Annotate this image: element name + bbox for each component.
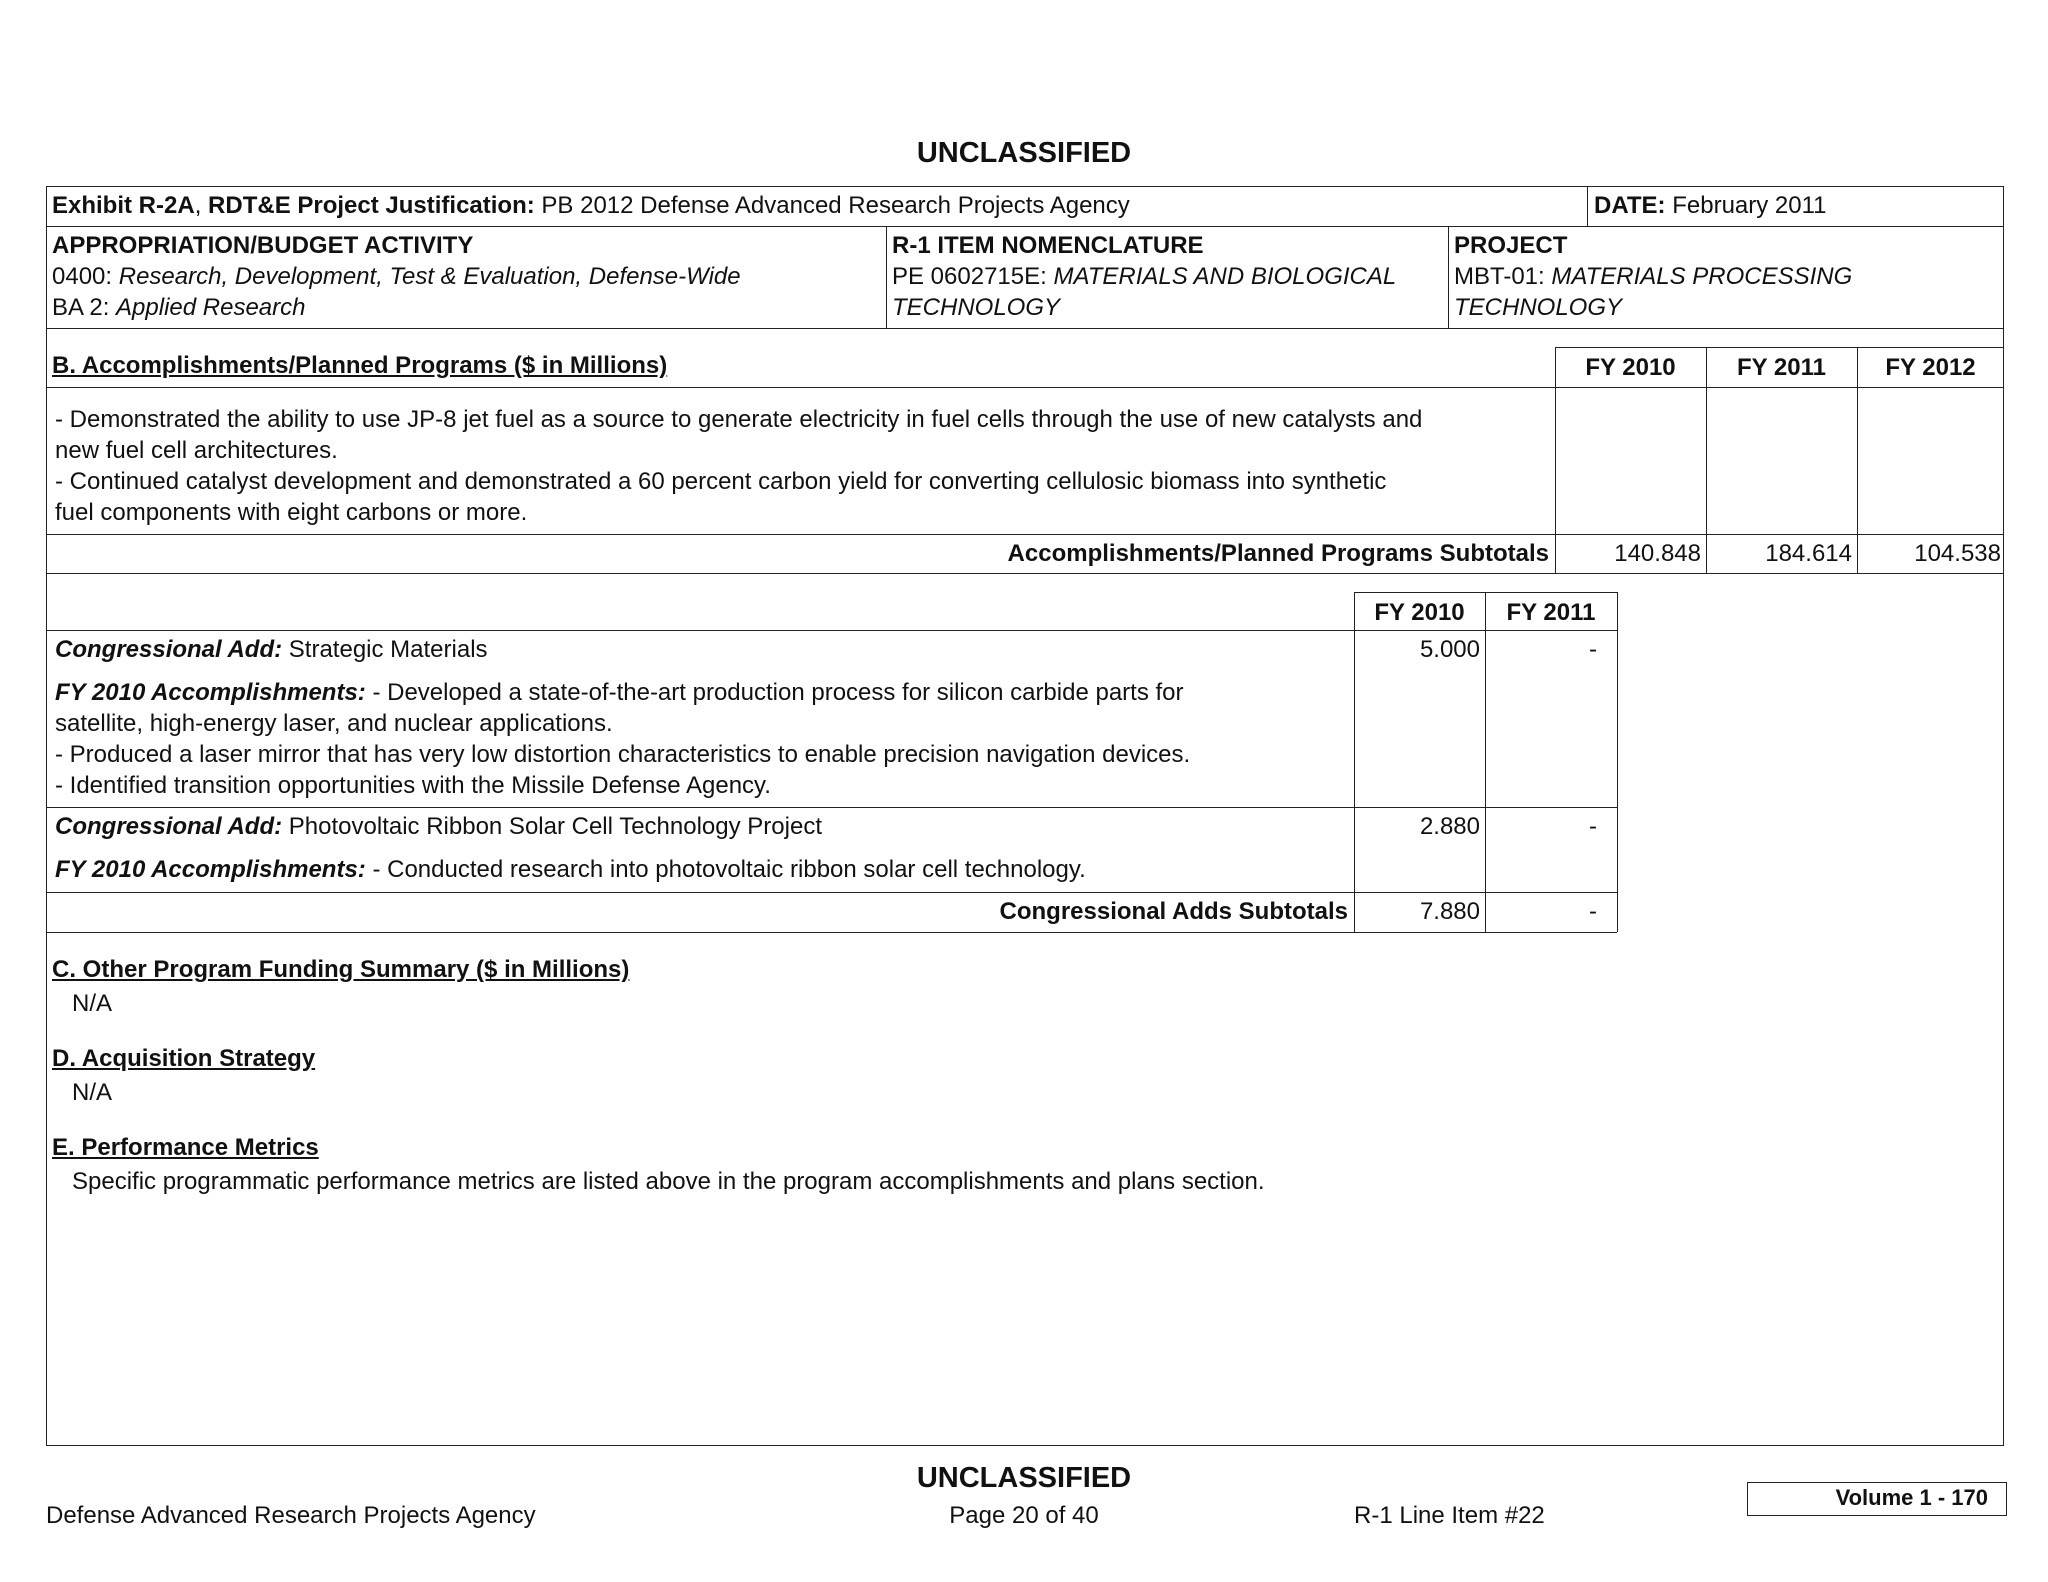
acc-line: - Produced a laser mirror that has very low distortion characteristics to enable precision navigation devices. [55,741,1191,768]
r1-block [892,230,1444,323]
classification-bottom: UNCLASSIFIED [916,1462,1132,1494]
cong-subtotal-1: 7.880 [1419,898,1480,925]
acc-line: satellite, high-energy laser, and nuclear applications. [55,710,613,737]
r1-name-2: TECHNOLOGY [892,294,1061,321]
date-field [1594,190,1994,221]
project-name-1: MATERIALS PROCESSING [1551,263,1853,290]
divider [46,226,2004,227]
ba-code: BA 2: [52,294,117,321]
b-year-2: FY 2011 [1737,354,1826,381]
divider [46,932,1617,933]
project-block [1454,230,1994,323]
divider [1617,592,1618,932]
cong-item-value-2: - [1589,636,1597,663]
section-e-title: E. Performance Metrics [52,1134,319,1161]
cong-item-title: Strategic Materials [282,636,488,663]
acc-first: - Conducted research into photovoltaic ribbon solar cell technology. [365,856,1086,883]
b-subtotal-2: 184.614 [1765,540,1852,567]
divider [886,226,887,328]
appropriation-name: Research, Development, Test & Evaluation, Defense-Wide [118,263,741,290]
b-subtotal-label: Accomplishments/Planned Programs Subtotals [1007,540,1549,567]
footer-volume-box [1747,1482,2007,1516]
cong-subtotal-label: Congressional Adds Subtotals [999,898,1348,925]
section-b-text [55,404,1550,528]
date-label: DATE: [1594,192,1666,219]
b-year-1: FY 2010 [1585,354,1676,381]
cong-add-label: Congressional Add: [55,636,283,663]
divider [1555,347,2004,348]
classification-top: UNCLASSIFIED [916,137,1132,169]
divider [1587,186,1588,226]
date-value: February 2011 [1665,192,1827,219]
appropriation-label: APPROPRIATION/BUDGET ACTIVITY [52,232,474,259]
footer-agency: Defense Advanced Research Projects Agency [46,1502,536,1529]
r1-label: R-1 ITEM NOMENCLATURE [892,232,1204,259]
divider [46,573,2004,574]
footer-volume: Volume 1 - 170 [1835,1485,1988,1510]
b-line: new fuel cell architectures. [55,437,338,464]
b-subtotal-3: 104.538 [1914,540,2001,567]
c-year-2: FY 2011 [1506,599,1596,626]
r1-name-1: MATERIALS AND BIOLOGICAL [1053,263,1397,290]
cong-item-value-1: 5.000 [1419,636,1480,663]
b-line: - Continued catalyst development and demonstrated a 60 percent carbon yield for converting cellulosic biomass into synthetic [55,468,1387,495]
acc-line: - Identified transition opportunities with the Missile Defense Agency. [55,772,771,799]
divider [46,387,2004,388]
exhibit-label: Exhibit R-2A [52,192,195,219]
justification-value: PB 2012 Defense Advanced Research Projects Agency [534,192,1130,219]
cong-item-title: Photovoltaic Ribbon Solar Cell Technology Project [282,813,822,840]
acc-label: FY 2010 Accomplishments: [55,856,366,883]
divider [46,328,2004,329]
appropriation-code: 0400: [52,263,119,290]
cong-add-label: Congressional Add: [55,813,283,840]
cong-item-value-1: 2.880 [1419,813,1480,840]
b-line: fuel components with eight carbons or more. [55,499,528,526]
acc-label: FY 2010 Accomplishments: [55,679,366,706]
exhibit-title [52,190,1582,221]
project-name-2: TECHNOLOGY [1454,294,1623,321]
acc-first: - Developed a state-of-the-art production process for silicon carbide parts for [365,679,1184,706]
c-year-1: FY 2010 [1374,599,1465,626]
divider [46,630,1617,631]
divider [46,807,1617,808]
section-c-title: C. Other Program Funding Summary ($ in Millions) [52,956,630,983]
b-subtotal-1: 140.848 [1614,540,1701,567]
project-code: MBT-01: [1454,263,1552,290]
appropriation-block [52,230,882,323]
r1-pe: PE 0602715E: [892,263,1054,290]
exhibit-sep: , [194,192,209,219]
cong-subtotal-2: - [1589,898,1597,925]
justification-label: RDT&E Project Justification: [208,192,535,219]
section-b-title: B. Accomplishments/Planned Programs ($ in Millions) [52,352,668,379]
cong-item-strategic-materials [55,634,1350,801]
cong-item-value-2: - [1589,813,1597,840]
cong-item-photovoltaic [55,811,1350,885]
footer-page: Page 20 of 40 [949,1502,1099,1529]
b-line: - Demonstrated the ability to use JP-8 jet fuel as a source to generate electricity in fuel cells through the use of new catalysts and [55,406,1423,433]
divider [46,892,1617,893]
footer-line-item: R-1 Line Item #22 [1354,1502,1545,1529]
b-year-3: FY 2012 [1885,354,1976,381]
project-label: PROJECT [1454,232,1568,259]
divider [46,534,2004,535]
section-d-text: N/A [72,1079,113,1106]
section-c-text: N/A [72,990,113,1017]
section-d-title: D. Acquisition Strategy [52,1045,316,1072]
section-e-text: Specific programmatic performance metrics are listed above in the program accomplishments and plans section. [72,1168,1265,1195]
divider [1448,226,1449,328]
ba-name: Applied Research [116,294,306,321]
